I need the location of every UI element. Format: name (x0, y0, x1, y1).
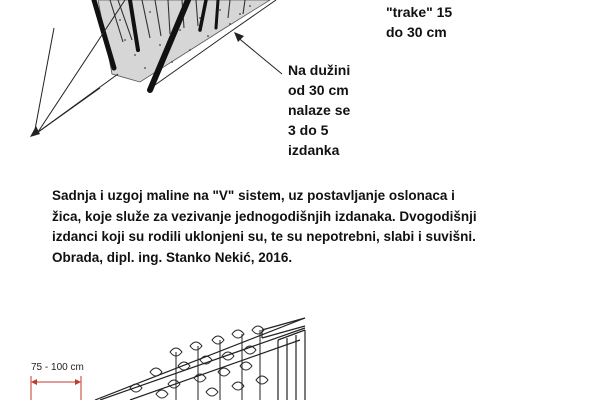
dimension-arrow-left-head (31, 379, 37, 385)
caption-line: Sadnja i uzgoj maline na "V" sistem, uz postavljanje oslonaca i (52, 188, 455, 203)
cane-count-note-line: 3 do 5 (288, 122, 329, 138)
dimension-arrow-right-head (75, 379, 81, 385)
cane-count-note-line: od 30 cm (288, 82, 349, 98)
cane-spacing-note-line: "trake" 15 (386, 4, 453, 20)
figure-caption (52, 186, 477, 268)
caption-line: žica, koje služe za vezivanje jednogodišnjih izdanaka. Dvogodišnji (52, 208, 477, 224)
cane-count-note-line: izdanka (288, 142, 340, 158)
row-spacing-label: 75 - 100 cm (31, 362, 84, 373)
bottom-trellis-sketch (31, 318, 305, 400)
cane-count-note-line: Na dužini (288, 62, 351, 78)
caption-line: Obrada, dipl. ing. Stanko Nekić, 2016. (52, 249, 293, 265)
caption-line: izdanci koji su rodili uklonjeni su, te su nepotrebni, slabi i suvišni. (52, 229, 476, 244)
note-pointer-arrowhead (234, 32, 244, 42)
note-pointer-line (236, 36, 282, 74)
cane-count-note (288, 60, 350, 160)
cane-count-note-line: nalaze se (288, 102, 351, 118)
cane-spacing-note (386, 2, 452, 42)
cane-spacing-note-line: do 30 cm (386, 24, 447, 40)
